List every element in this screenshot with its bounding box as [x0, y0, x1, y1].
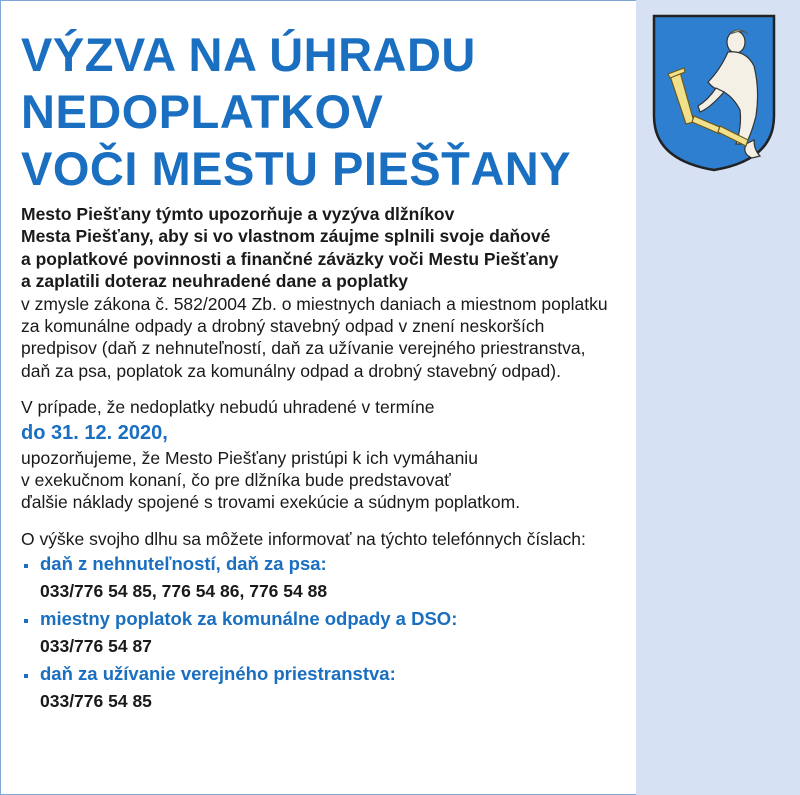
- intro-bold-line: a poplatkové povinnosti a finančné záväzky voči Mestu Piešťany: [21, 248, 559, 269]
- title-line: VOČI MESTU PIEŠŤANY: [21, 142, 572, 195]
- deadline-line: v exekučnom konaní, čo pre dlžníka bude predstavovať: [21, 470, 451, 491]
- contact-phones: 033/776 54 85: [40, 691, 152, 712]
- intro-line: v zmysle zákona č. 582/2004 Zb. o miestnych daniach a miestnom poplatku: [21, 293, 608, 314]
- contact-label: miestny poplatok za komunálne odpady a DSO:: [21, 605, 761, 633]
- intro-bold-line: Mesta Piešťany, aby si vo vlastnom záujme splnili svoje daňové: [21, 226, 551, 247]
- intro-bold-line: Mesto Piešťany týmto upozorňuje a vyzýva dlžníkov: [21, 204, 455, 224]
- contact-label: daň z nehnuteľností, daň za psa:: [21, 550, 761, 578]
- intro-line: predpisov (daň z nehnuteľností, daň za užívanie verejného priestranstva,: [21, 338, 586, 359]
- coat-of-arms-piestany-icon: [650, 12, 778, 174]
- contact-intro: O výške svojho dlhu sa môžete informovať na týchto telefónnych číslach:: [21, 528, 586, 549]
- contact-label: daň za užívanie verejného priestranstva:: [21, 660, 761, 688]
- intro-line: za komunálne odpady a drobný stavebný odpad v znení neskorších: [21, 316, 545, 337]
- contact-phones: 033/776 54 85, 776 54 86, 776 54 88: [40, 581, 328, 602]
- contact-phones: 033/776 54 87: [40, 636, 152, 657]
- title-line: NEDOPLATKOV: [21, 85, 384, 138]
- title-line: VÝZVA NA ÚHRADU: [21, 28, 476, 81]
- deadline-date: do 31. 12. 2020,: [21, 421, 168, 444]
- intro-line: daň za psa, poplatok za komunálny odpad a drobný stavebný odpad).: [21, 360, 561, 381]
- notice-body: [21, 203, 761, 715]
- intro-bold-line: a zaplatili doteraz neuhradené dane a poplatky: [21, 271, 409, 292]
- deadline-line: ďalšie náklady spojené s trovami exekúcie a súdnym poplatkom.: [21, 492, 521, 513]
- deadline-intro: V prípade, že nedoplatky nebudú uhradené v termíne: [21, 397, 435, 418]
- deadline-line: upozorňujeme, že Mesto Piešťany pristúpi k ich vymáhaniu: [21, 447, 478, 468]
- page-title: [21, 26, 571, 197]
